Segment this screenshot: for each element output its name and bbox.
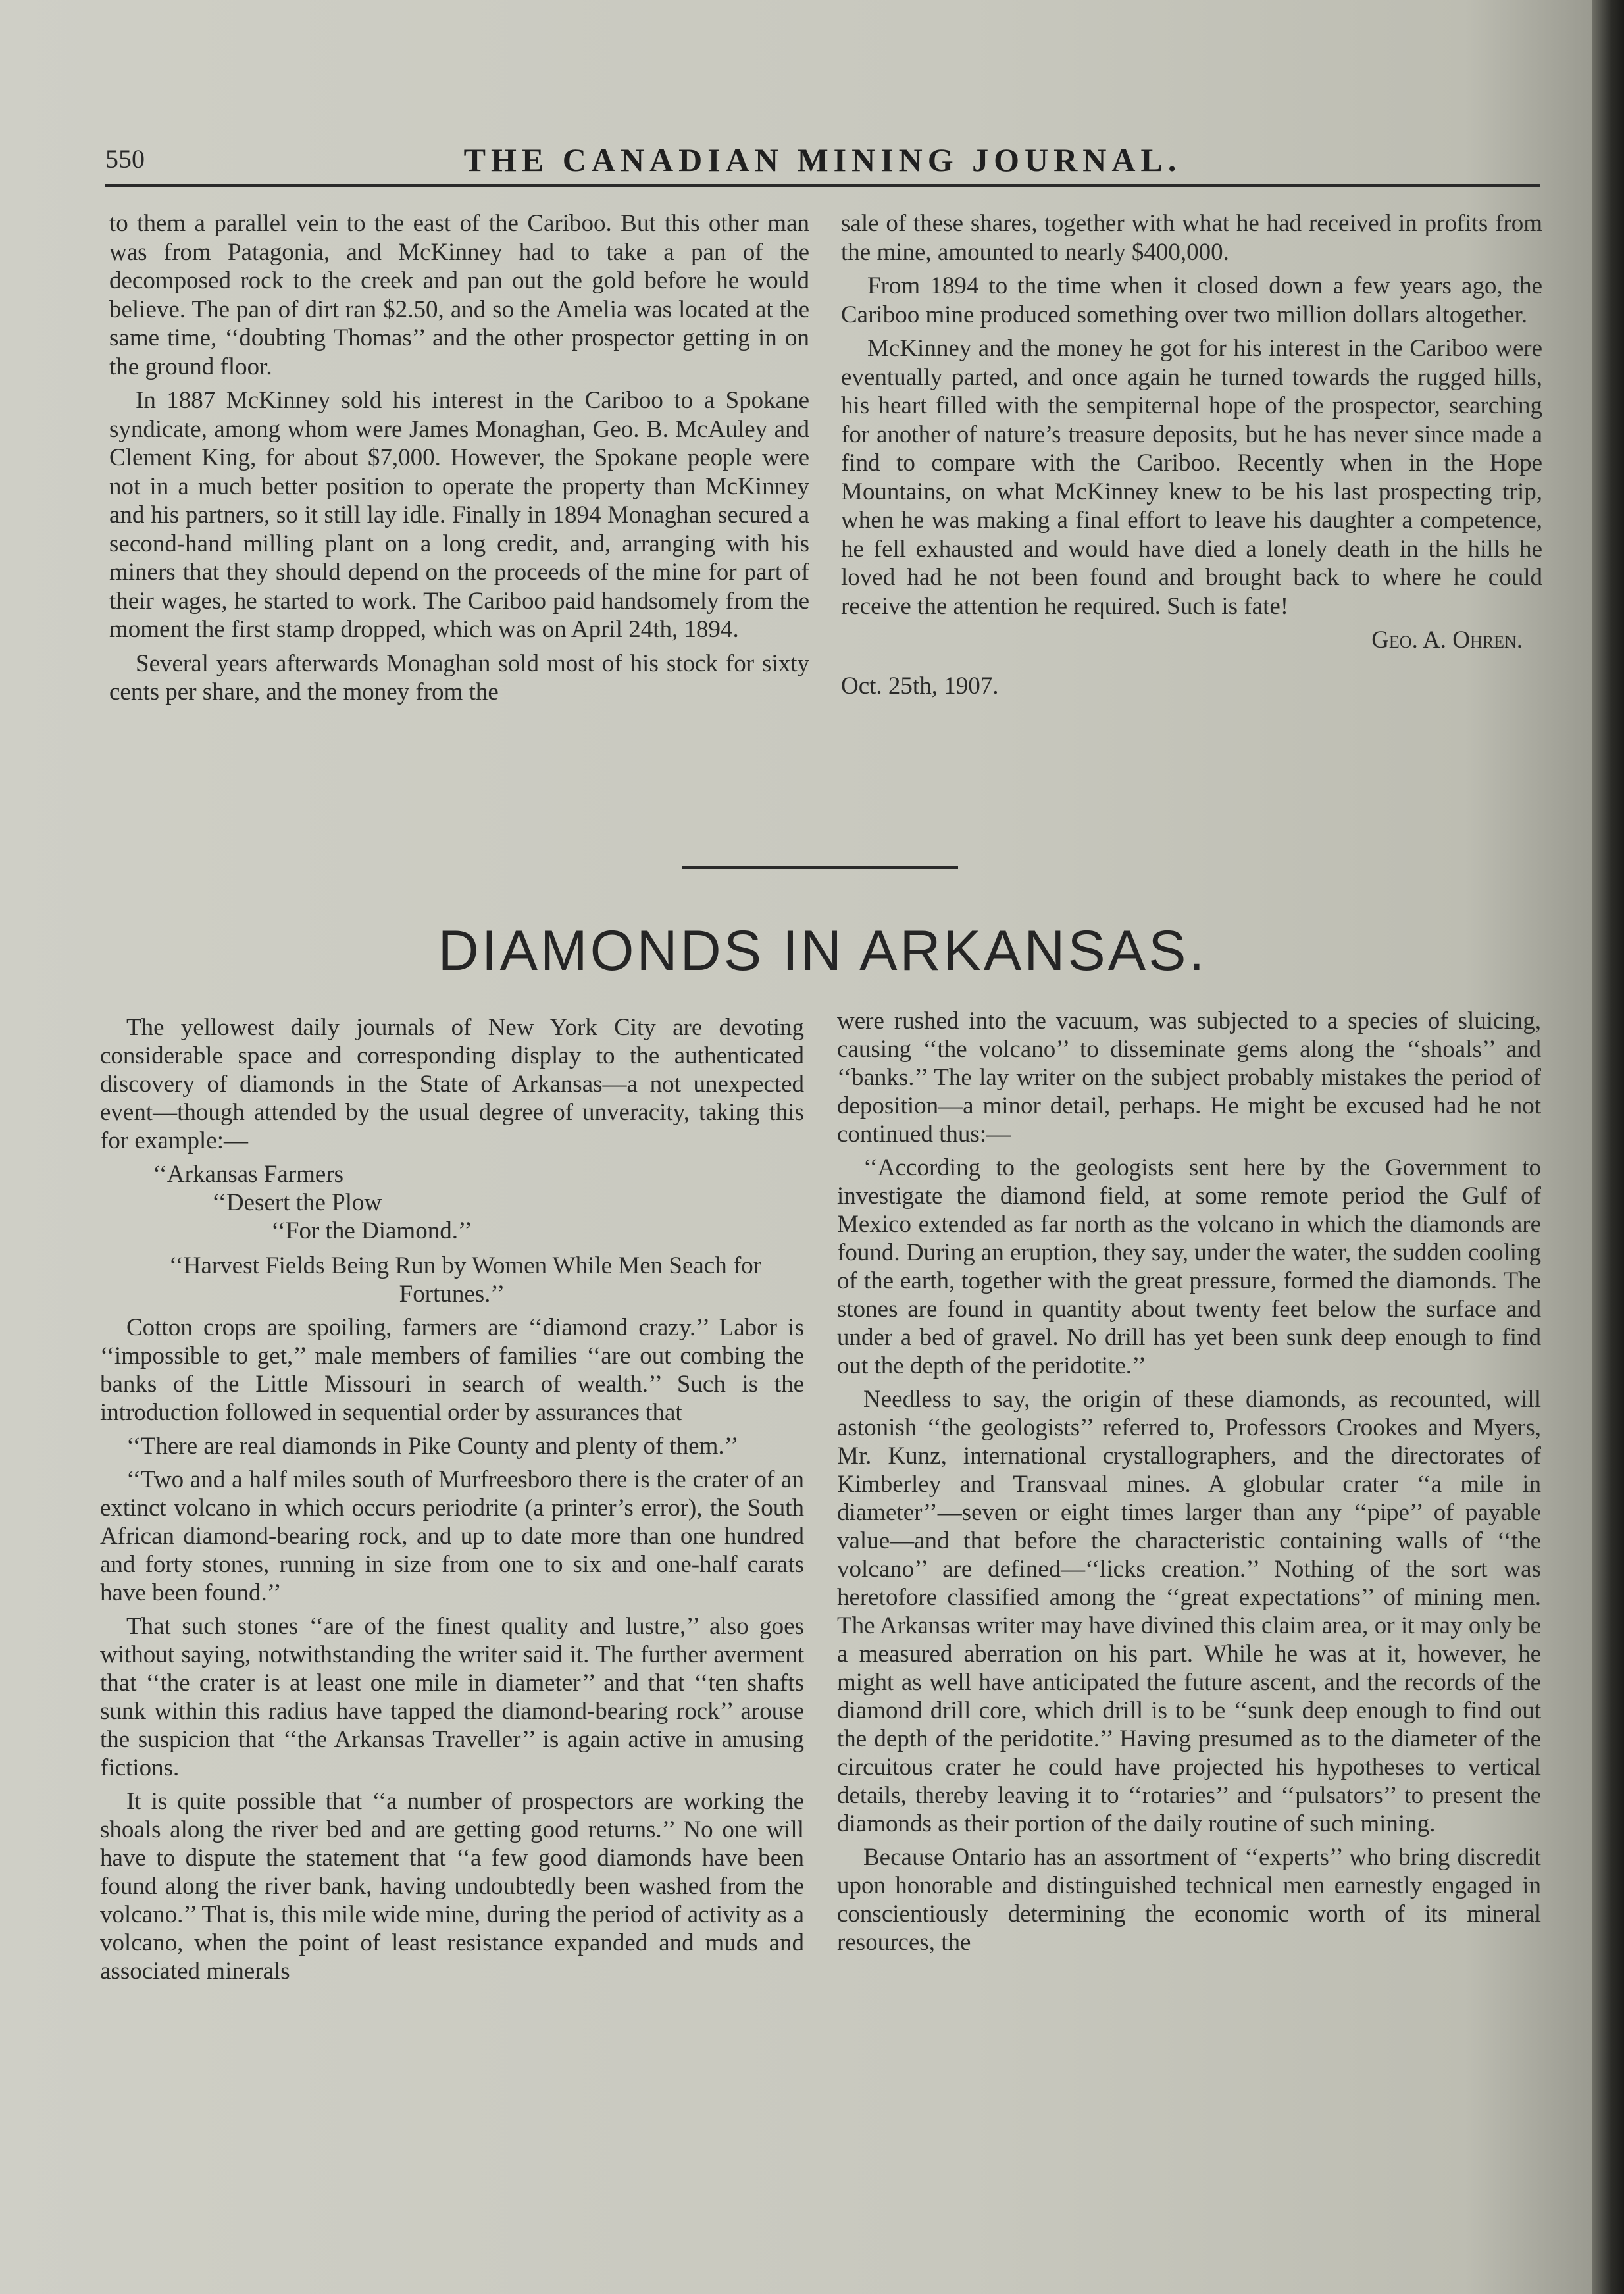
paragraph: Needless to say, the origin of these diamonds, as recounted, will astonish ‘‘the geologists’’ referred to, Professors Crookes and Myers, Mr. Kunz, international crystallographers, and the directorates of Kimberley and Transvaal mines. A globular crater ‘‘a mile in diameter’’—seven or eight times larger than any ‘‘pipe’’ of payable value—and that before the characteristic containing walls of ‘‘the volcano’’ are defined—‘‘licks creation.’’ Nothing of the sort was heretofore classified among the ‘‘great expectations’’ of mining men. The Arkansas writer may have divined this claim area, or it may only be a measured aberration on his part. While he was at it, however, he might as well have anticipated the future ascent, and the records of the diamond drill core, which drill is to be ‘‘sunk deep enough to find out the depth of the peridotite.’’ Having presumed as to the diameter of the circuitous crater he could have projected his hypotheses to vertical details, thereby leaving it to ‘‘rotaries’’ and ‘‘pulsators’’ to present the diamonds as their portion of the daily routine of such mining. [837,1386,1541,1837]
paragraph: From 1894 to the time when it closed down a few years ago, the Cariboo mine produced something over two million dollars altogether. [841,272,1542,328]
quoted-headline-verse [100,1160,804,1245]
verse-line: ‘‘For the Diamond.’’ [271,1217,472,1244]
quoted-headline: ‘‘Harvest Fields Being Run by Women While Men Seach for Fortunes.’’ [168,1252,762,1308]
book-spine [1592,0,1624,2294]
paragraph: McKinney and the money he got for his interest in the Cariboo were eventually parted, and once again he turned towards the rugged hills, his heart filled with the sempiternal hope of the prospector, searching for another of nature’s treasure deposits, but he has never since made a find to compare with the Cariboo. Recently when in the Hope Mountains, on what McKinney knew to be his last prospecting trip, when he was making a final effort to leave his daughter a competence, he fell exhausted and would have died a lonely death in the hills he loved had he not been found and brought back to where he could receive the attention he required. Such is fate! [841,335,1542,620]
paragraph: ‘‘There are real diamonds in Pike County and plenty of them.’’ [126,1433,739,1460]
article2-column-right [837,1007,1541,1962]
verse-line: ‘‘Arkansas Farmers [153,1161,344,1188]
paragraph: Several years afterwards Monaghan sold most of his stock for sixty cents per share, and the money from the [109,650,809,705]
paragraph: ‘‘According to the geologists sent here by the Government to investigate the diamond field, at some remote period the Gulf of Mexico extended as far north as the volcano in which the diamonds are found. During an eruption, they say, under the water, the sudden cooling of the earth, together with the great pressure, formed the diamonds. The stones are found in quantity about twenty feet below the surface and under a bed of gravel. No drill has yet been sunk deep enough to find out the depth of the peridotite.’’ [837,1154,1541,1379]
page-header [105,132,1540,187]
paragraph: to them a parallel vein to the east of the Cariboo. But this other man was from Patagonia, and McKinney had to take a pan of the decomposed rock to the creek and pan out the gold before he would believe. The pan of dirt ran $2.50, and so the Amelia was located at the same time, ‘‘doubting Thomas’’ and the other prospector getting in on the ground floor. [109,210,809,380]
paragraph: It is quite possible that ‘‘a number of prospectors are working the shoals along the river bed and are getting good returns.’’ No one will have to dispute the statement that ‘‘a few good diamonds have been found along the river bank, having undoubtedly been washed from the volcano.’’ That is, this mile wide mine, during the period of activity as a volcano, when the point of least resistance expanded and muds and associated minerals [100,1788,804,1985]
paragraph: were rushed into the vacuum, was subjected to a species of sluicing, causing ‘‘the volcano’’ to disseminate gems along the ‘‘shoals’’ and ‘‘banks.’’ The lay writer on the subject probably mistakes the period of deposition—a minor detail, perhaps. He might be excused had he not continued thus:— [837,1007,1541,1148]
article1-column-right [841,209,1542,700]
paragraph: ‘‘Two and a half miles south of Murfreesboro there is the crater of an extinct volcano in which occurs periodrite (a printer’s error), the South African diamond-bearing rock, and up to date more than one hundred and forty stones, running in size from one to six and one-half carats have been found.’’ [100,1466,804,1606]
verse-line: ‘‘Desert the Plow [212,1189,382,1216]
page-number: 550 [105,144,145,174]
paragraph: In 1887 McKinney sold his interest in the Cariboo to a Spokane syndicate, among whom were James Monaghan, Geo. B. McAuley and Clement King, for about $7,000. However, the Spokane people were not in a much better position to operate the property than McKinney and his partners, so it still lay idle. Finally in 1894 Monaghan secured a second-hand milling plant on a long credit, and, arranging with his miners that they should depend on the proceeds of the mine for part of their wages, he started to work. The Cariboo paid handsomely from the moment the first stamp dropped, which was on April 24th, 1894. [109,387,809,643]
article1-column-left [109,209,809,712]
article-date: Oct. 25th, 1907. [841,672,999,700]
article2-column-left [100,1013,804,1991]
paragraph: Cotton crops are spoiling, farmers are ‘‘diamond crazy.’’ Labor is ‘‘impossible to get,’’ male members of families ‘‘are out combing the banks of the Little Missouri in search of wealth.’’ Such is the introduction followed in sequential order by assurances that [100,1314,804,1426]
paragraph: sale of these shares, together with what he had received in profits from the mine, amounted to nearly $400,000. [841,210,1542,266]
journal-title: THE CANADIAN MINING JOURNAL. [463,141,1182,178]
paragraph: The yellowest daily journals of New York City are devoting considerable space and corresponding display to the authenticated discovery of diamonds in the State of Arkansas—a not unexpected event—though attended by the usual degree of unveracity, taking this for example:— [100,1014,804,1154]
article-title: DIAMONDS IN ARKANSAS. [438,919,1207,982]
section-divider [682,866,958,869]
paragraph: Because Ontario has an assortment of ‘‘experts’’ who bring discredit upon honorable and distinguished technical men earnestly engaged in conscientiously determining the economic worth of its mineral resources, the [837,1844,1541,1956]
paragraph: That such stones ‘‘are of the finest quality and lustre,’’ also goes without saying, notwithstanding the writer said it. The further averment that ‘‘the crater is at least one mile in diameter’’ and that ‘‘ten shafts sunk within this radius have tapped the diamond-bearing rock’’ arouse the suspicion that ‘‘the Arkansas Traveller’’ is again active in amusing fictions. [100,1613,804,1781]
author-signature: Geo. A. Ohren. [1371,626,1523,653]
